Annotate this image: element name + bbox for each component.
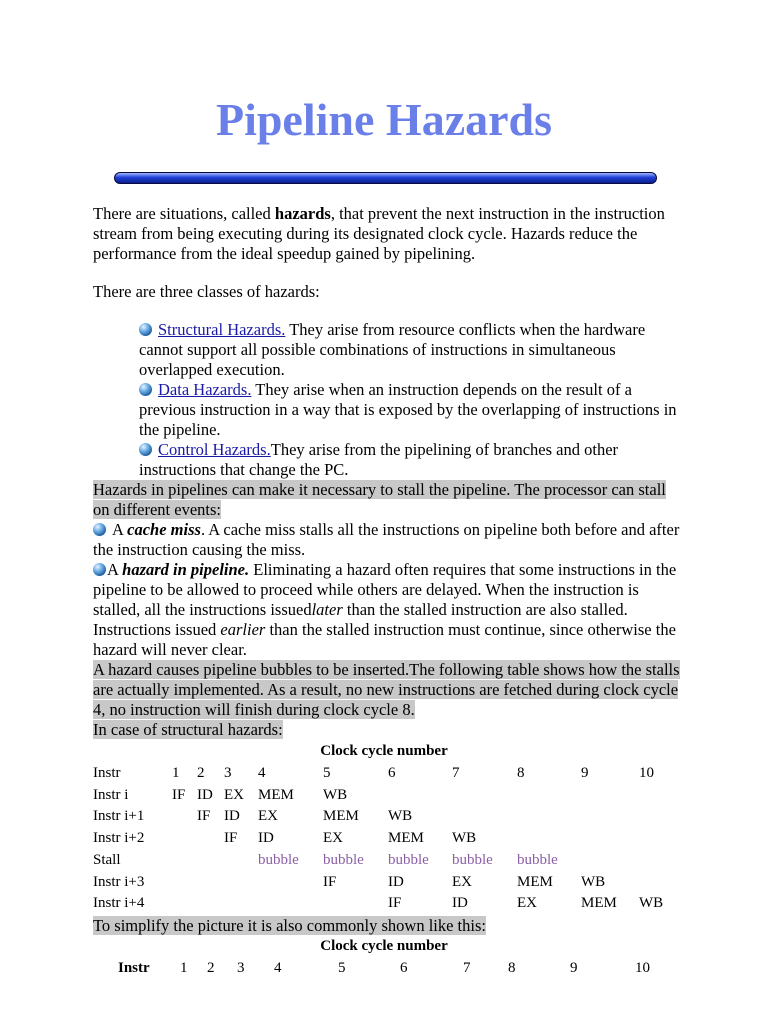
table-cell: EX xyxy=(224,786,244,803)
table-header-cell: 8 xyxy=(508,960,516,976)
structural-case-text: In case of structural hazards: xyxy=(93,720,283,739)
structural-hazards-link[interactable]: Structural Hazards. xyxy=(158,320,286,339)
emphasis-later: later xyxy=(311,600,343,619)
table-cell: WB xyxy=(452,830,477,847)
table-cell: ID xyxy=(224,808,240,825)
table-cell: WB xyxy=(388,808,413,825)
table-cell: bubble xyxy=(452,851,493,868)
table-cell: 6 xyxy=(388,765,396,781)
table-cell: bubble xyxy=(258,851,299,868)
table-cell: ID xyxy=(388,873,404,890)
table-cell: MEM xyxy=(258,786,294,803)
class-description: They arise when an instruction depends on the result of a previous instruction in a way that is exposed by the overlapping of instructions in the pipeline. xyxy=(139,380,677,439)
table-cell: IF xyxy=(172,786,186,803)
table-row-label: Instr i xyxy=(93,786,129,803)
table-row-label: Instr i+3 xyxy=(93,873,145,890)
table-cell: 7 xyxy=(452,765,460,781)
table2-caption: Clock cycle number xyxy=(320,938,448,954)
bubbles-text: A hazard causes pipeline bubbles to be inserted.The following table shows how the stalls are actually implemented. As a result, no new instructions are fetched during clock cycle 4, no instruction will finish during clock cycle 8. xyxy=(93,660,680,719)
table-cell: 10 xyxy=(639,765,654,781)
table-cell: bubble xyxy=(517,851,558,868)
event-description: than the stalled instruction are also stalled. Instructions issued xyxy=(93,600,628,639)
table-header-cell: 3 xyxy=(237,960,245,976)
table-cell: EX xyxy=(517,895,537,912)
intro-text-start: There are situations, called xyxy=(93,204,275,223)
class-description: They arise from resource conflicts when the hardware cannot support all possible combinations of instructions in simultaneous overlapped execution. xyxy=(139,320,646,379)
stall-text: Hazards in pipelines can make it necessary to stall the pipeline. The processor can stall on different events: xyxy=(93,480,666,519)
table-cell: 8 xyxy=(517,765,525,781)
table-header-cell: 6 xyxy=(400,960,408,976)
table-cell: ID xyxy=(452,895,468,912)
table-cell: 1 xyxy=(172,765,180,781)
simplify-text: To simplify the picture it is also commonly shown like this: xyxy=(93,916,486,935)
event-prefix: A xyxy=(112,520,128,539)
event-description: . A cache miss stalls all the instructions on pipeline both before and after the instruction causing the miss. xyxy=(93,520,680,559)
table-cell: WB xyxy=(581,873,606,890)
table-header-cell: 9 xyxy=(570,960,578,976)
table-cell: 5 xyxy=(323,765,331,781)
table1-caption: Clock cycle number xyxy=(320,743,448,759)
table-cell: EX xyxy=(323,830,343,847)
table-row-label: Instr i+2 xyxy=(93,830,145,847)
event-prefix: A xyxy=(107,560,123,579)
event-term: hazard in pipeline. xyxy=(122,560,250,579)
event-term: cache miss xyxy=(127,520,201,539)
table-header-cell: 5 xyxy=(338,960,346,976)
table-row-label: Instr xyxy=(93,765,121,781)
table-cell: MEM xyxy=(323,808,359,825)
table-row-label: Instr xyxy=(118,960,150,976)
event-description: Eliminating a hazard often requires that some instructions in the pipeline to be allowed to proceed while others are delayed. When the instruction is stalled, all the instructions issued xyxy=(93,560,677,619)
table-cell: 2 xyxy=(197,765,205,781)
table-cell: 9 xyxy=(581,765,589,781)
table-cell: ID xyxy=(258,830,274,847)
table-cell: IF xyxy=(197,808,211,825)
table-cell: IF xyxy=(388,895,402,912)
table-cell: IF xyxy=(224,830,238,847)
table-cell: MEM xyxy=(581,895,617,912)
table-cell: bubble xyxy=(323,851,364,868)
table-cell: bubble xyxy=(388,851,429,868)
table-row-label: Instr i+1 xyxy=(93,808,145,825)
table-cell: EX xyxy=(258,808,278,825)
table-cell: 3 xyxy=(224,765,232,781)
table-cell: MEM xyxy=(517,873,553,890)
table-cell: MEM xyxy=(388,830,424,847)
table-cell: ID xyxy=(197,786,213,803)
table-header-cell: 7 xyxy=(463,960,471,976)
emphasis-earlier: earlier xyxy=(220,620,266,639)
table-cell: EX xyxy=(452,873,472,890)
classes-intro: There are three classes of hazards: xyxy=(93,282,320,301)
control-hazards-link[interactable]: Control Hazards. xyxy=(158,440,271,459)
table-header-cell: 2 xyxy=(207,960,215,976)
data-hazards-link[interactable]: Data Hazards. xyxy=(158,380,252,399)
table-header-cell: 10 xyxy=(635,960,650,976)
table-row-label: Instr i+4 xyxy=(93,895,145,912)
table-cell: WB xyxy=(639,895,664,912)
class-description: They arise from the pipelining of branches and other instructions that change the PC. xyxy=(139,440,619,479)
event-description: than the stalled instruction must continue, since otherwise the hazard will never clear. xyxy=(93,620,676,659)
table-cell: WB xyxy=(323,786,348,803)
table-cell: 4 xyxy=(258,765,266,781)
intro-text-end: , that prevent the next instruction in the instruction stream from being executing during its designated clock cycle. Hazards reduce the performance from the ideal speedup gained by pipelining. xyxy=(93,204,665,263)
table-cell: IF xyxy=(323,873,337,890)
intro-bold-term: hazards xyxy=(274,204,331,223)
table-header-cell: 1 xyxy=(180,960,188,976)
page-title: Pipeline Hazards xyxy=(215,94,553,145)
table-header-cell: 4 xyxy=(274,960,282,976)
table-row-label: Stall xyxy=(93,851,121,868)
